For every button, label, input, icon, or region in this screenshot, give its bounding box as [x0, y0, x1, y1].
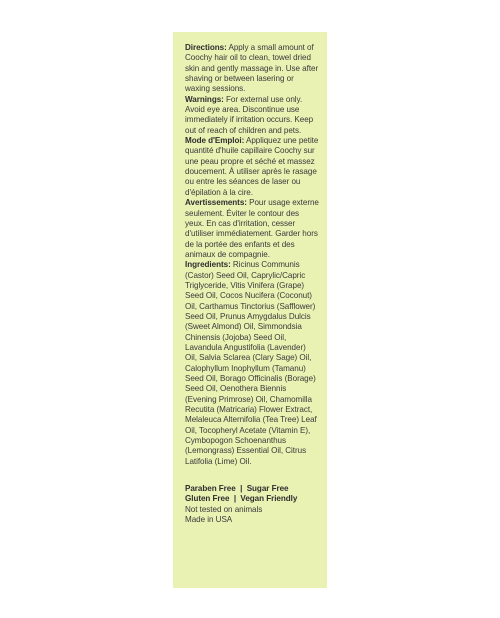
- claim-line-made-in: Made in USA: [185, 515, 233, 525]
- ingredients-text: Ricinus Communis (Castor) Seed Oil, Caprylic/Capric Triglyceride, Vitis Vinifera (Grape) Seed Oil, Cocos Nucifera (Coconut) Oil, Carthamus Tinctorius (Safflower) Seed Oil, Prunus Amygdalus Dulcis (Sweet Almond) Oil, Simmondsia Chinensis (Jojoba) Seed Oil, Lavandula Angustifolia (Lavender) Oil, Salvia Sclarea (Clary Sage) Oil, Calophyllum Inophyllum (Tamanu) Seed Oil, Borago Officinalis (Borage) Seed Oil, Oenothera Biennis (Evening Primrose) Oil, Chamomilla Recutita (Matricaria) Flower Extract, Melaleuca Alternifolia (Tea Tree) Leaf Oil, Tocopheryl Acetate (Vitamin E), Cymbopogon Schoenanthus (Lemongrass) Essential Oil, Citrus Latifolia (Lime) Oil.: [185, 260, 317, 466]
- directions-text: Apply a small amount of Coochy hair oil to clean, towel dried skin and gently massage in. Use after shaving or between lasering or waxing sessions.: [185, 43, 319, 94]
- mode-emploi-text: Appliquez une petite quantité d'huile capillaire Coochy sur une peau propre et séché et massez doucement. À utiliser après le rasage ou entre les séances de laser ou d'épilation à la cire.: [185, 136, 319, 197]
- directions-heading: Directions:: [185, 43, 227, 52]
- claim-line-paraben-sugar: Paraben Free | Sugar Free: [185, 484, 289, 494]
- warnings-text: For external use only. Avoid eye area. Discontinue use immediately if irritation occurs. Keep out of reach of children and pets.: [185, 94, 314, 135]
- claim-line-gluten-vegan: Gluten Free | Vegan Friendly: [185, 494, 298, 504]
- mode-emploi-heading: Mode d'Emploi:: [185, 136, 245, 146]
- warnings-section: [185, 95, 319, 136]
- ingredients-section: [185, 260, 319, 467]
- avertissements-text: Pour usage externe seulement. Éviter le contour des yeux. En cas d'irritation, cesser d'utiliser immédiatement. Garder hors de la portée des enfants et des animaux de compagnie.: [185, 198, 319, 259]
- warnings-heading: Warnings:: [185, 94, 224, 104]
- ingredients-heading: Ingredients:: [185, 260, 231, 270]
- mode-emploi-section: [185, 136, 319, 198]
- product-label-panel: [173, 32, 327, 588]
- product-claims: [185, 484, 319, 525]
- avertissements-heading: Avertissements:: [185, 198, 247, 208]
- claim-line-not-tested: Not tested on animals: [185, 504, 263, 514]
- directions-section: [185, 43, 319, 95]
- avertissements-section: [185, 198, 319, 260]
